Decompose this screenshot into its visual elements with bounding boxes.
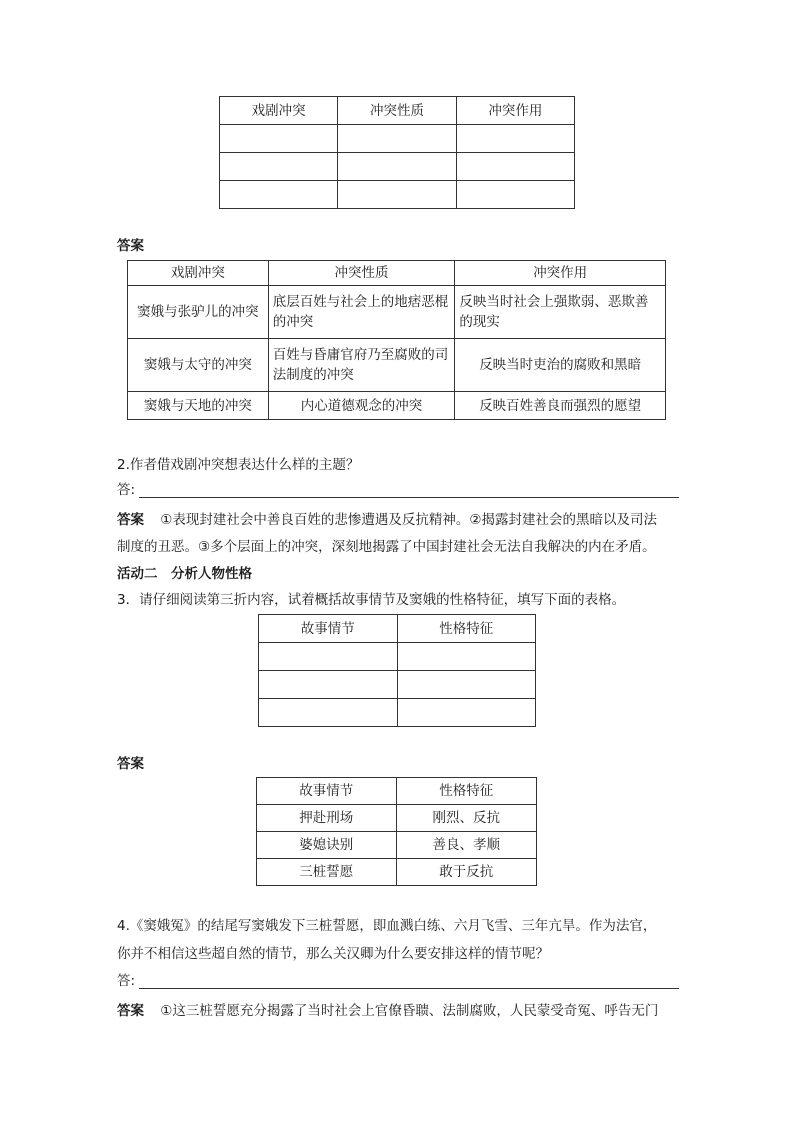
activity-heading: 活动二 分析人物性格 [117, 566, 252, 582]
answer-prompt: 答: [117, 482, 136, 498]
table-cell[interactable] [338, 125, 456, 153]
table-header: 冲突作用 [456, 97, 574, 125]
table-cell[interactable] [259, 643, 398, 671]
table-cell[interactable] [259, 699, 398, 727]
table-cell[interactable] [220, 125, 338, 153]
table-cell: 反映当时吏治的腐败和黑暗 [455, 339, 666, 392]
question-4-line2: 你并不相信这些超自然的情节，那么关汉卿为什么要安排这样的情节呢？ [117, 946, 549, 962]
table-cell[interactable] [397, 643, 536, 671]
table-cell: 刚烈、反抗 [396, 805, 536, 832]
table-cell: 百姓与昏庸官府乃至腐败的司法制度的冲突 [268, 339, 455, 392]
table-cell[interactable] [259, 671, 398, 699]
answer-label: 答案 [117, 238, 144, 254]
plot-table-answer [256, 777, 537, 886]
table-cell: 善良、孝顺 [396, 832, 536, 859]
answer-4-line1: 答案 ①这三桩誓愿充分揭露了当时社会上官僚昏聩、法制腐败，人民蒙受奇冤、呼告无门 [117, 1003, 659, 1019]
table-cell: 三桩誓愿 [257, 859, 397, 886]
table-header: 冲突性质 [338, 97, 456, 125]
table-cell[interactable] [456, 125, 574, 153]
table-cell[interactable] [456, 181, 574, 209]
table-cell[interactable] [397, 699, 536, 727]
table-cell: 窦娥与太守的冲突 [128, 339, 269, 392]
answer-prompt: 答: [117, 973, 136, 989]
answer-label: 答案 [117, 1003, 144, 1019]
table-header: 戏剧冲突 [128, 261, 269, 286]
table-header: 冲突性质 [268, 261, 455, 286]
question-3: 3．请仔细阅读第三折内容，试着概括故事情节及窦娥的性格特征，填写下面的表格。 [117, 592, 626, 608]
table-cell[interactable] [338, 153, 456, 181]
answer-line-4[interactable] [117, 969, 679, 989]
table-cell: 押赴刑场 [257, 805, 397, 832]
table-cell: 窦娥与张驴儿的冲突 [128, 286, 269, 339]
conflict-table-blank [219, 96, 575, 209]
table-cell: 反映当时社会上强欺弱、恶欺善的现实 [455, 286, 666, 339]
answer-blank[interactable] [139, 974, 679, 989]
answer-line-2[interactable] [117, 478, 679, 498]
table-header: 故事情节 [257, 778, 397, 805]
table-cell[interactable] [220, 181, 338, 209]
table-header: 故事情节 [259, 615, 398, 643]
table-cell: 婆媳诀别 [257, 832, 397, 859]
answer-blank[interactable] [139, 483, 679, 498]
table-cell[interactable] [220, 153, 338, 181]
answer-label: 答案 [117, 756, 144, 772]
table-cell[interactable] [338, 181, 456, 209]
table-cell: 内心道德观念的冲突 [268, 392, 455, 420]
table-cell[interactable] [397, 671, 536, 699]
table-cell: 敢于反抗 [396, 859, 536, 886]
table-header: 性格特征 [397, 615, 536, 643]
plot-table-blank [258, 614, 536, 727]
answer-2-line1: 答案 ①表现封建社会中善良百姓的悲惨遭遇及反抗精神。②揭露封建社会的黑暗以及司法 [117, 512, 658, 528]
question-2: 2.作者借戏剧冲突想表达什么样的主题？ [117, 457, 360, 473]
answer-2-line2: 制度的丑恶。③多个层面上的冲突，深刻地揭露了中国封建社会无法自我解决的内在矛盾。 [117, 539, 656, 555]
conflict-table-answer [127, 260, 666, 420]
table-cell[interactable] [456, 153, 574, 181]
answer-label: 答案 [117, 512, 144, 528]
table-cell: 窦娥与天地的冲突 [128, 392, 269, 420]
table-header: 性格特征 [396, 778, 536, 805]
table-cell: 反映百姓善良而强烈的愿望 [455, 392, 666, 420]
table-header: 冲突作用 [455, 261, 666, 286]
table-cell: 底层百姓与社会上的地痞恶棍的冲突 [268, 286, 455, 339]
table-header: 戏剧冲突 [220, 97, 338, 125]
question-4-line1: 4.《窦娥冤》的结尾写窦娥发下三桩誓愿，即血溅白练、六月飞雪、三年亢旱。作为法官， [117, 918, 657, 934]
